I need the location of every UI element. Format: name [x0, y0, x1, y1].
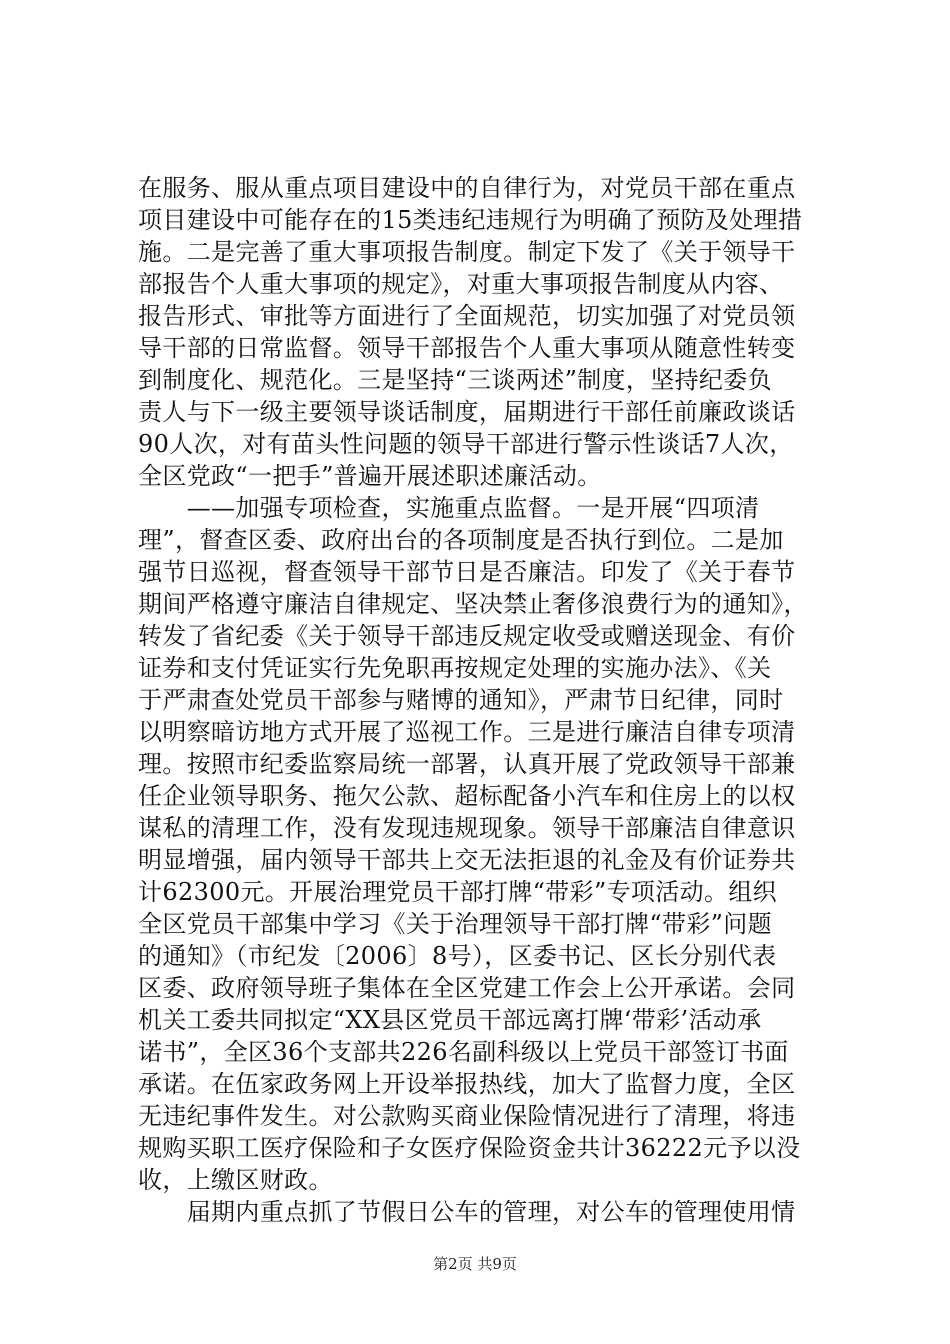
text-line: 诺书”，全区36个支部共226名副科级以上党员干部签订书面	[138, 1038, 789, 1066]
text-line: 项目建设中可能存在的15类违纪违规行为明确了预防及处理措	[138, 206, 803, 234]
text-line: 报告形式、审批等方面进行了全面规范，切实加强了对党员领	[138, 302, 796, 330]
text-line: 强节日巡视，督查领导干部节日是否廉洁。印发了《关于春节	[138, 558, 796, 586]
text-line: 转发了省纪委《关于领导干部违反规定收受或赠送现金、有价	[138, 622, 796, 650]
text-line: ——加强专项检查，实施重点监督。一是开展“四项清	[138, 494, 760, 522]
text-line: 证券和支付凭证实行先免职再按规定处理的实施办法》、《关	[138, 654, 772, 682]
text-line: 收，上缴区财政。	[138, 1166, 333, 1194]
text-line: 规购买职工医疗保险和子女医疗保险资金共计36222元予以没	[138, 1134, 801, 1162]
text-line: 期间严格遵守廉洁自律规定、坚决禁止奢侈浪费行为的通知》，	[138, 590, 808, 618]
text-line: 的通知》（市纪发〔2006〕8号），区委书记、区长分别代表	[138, 942, 777, 970]
text-line: 到制度化、规范化。三是坚持“三谈两述”制度，坚持纪委负	[138, 366, 772, 394]
body-text	[138, 172, 838, 1228]
text-line: 部报告个人重大事项的规定》，对重大事项报告制度从内容、	[138, 270, 784, 298]
text-line: 理。按照市纪委监察局统一部署，认真开展了党政领导干部兼	[138, 750, 796, 778]
text-line: 施。二是完善了重大事项报告制度。制定下发了《关于领导干	[138, 238, 796, 266]
text-line: 区委、政府领导班子集体在全区党建工作会上公开承诺。会同	[138, 974, 796, 1002]
text-line: 承诺。在伍家政务网上开设举报热线，加大了监督力度，全区	[138, 1070, 796, 1098]
text-line: 全区党员干部集中学习《关于治理领导干部打牌“带彩”问题	[138, 910, 772, 938]
text-line: 以明察暗访地方式开展了巡视工作。三是进行廉洁自律专项清	[138, 718, 796, 746]
text-line: 理”，督查区委、政府出台的各项制度是否执行到位。二是加	[138, 526, 784, 554]
text-line: 全区党政“一把手”普遍开展述职述廉活动。	[138, 462, 602, 490]
text-line: 在服务、服从重点项目建设中的自律行为，对党员干部在重点	[138, 174, 796, 202]
text-line: 计62300元。开展治理党员干部打牌“带彩”专项活动。组织	[138, 878, 778, 906]
text-line: 机关工委共同拟定“XX县区党员干部远离打牌‘带彩’活动承	[138, 1006, 762, 1034]
text-line: 责人与下一级主要领导谈话制度，届期进行干部任前廉政谈话	[138, 398, 796, 426]
text-line: 任企业领导职务、拖欠公款、超标配备小汽车和住房上的以权	[138, 782, 796, 810]
page-number-footer: 第2页 共9页	[433, 1255, 517, 1273]
text-line: 于严肃查处党员干部参与赌博的通知》，严肃节日纪律，同时	[138, 686, 784, 714]
text-line: 谋私的清理工作，没有发现违规现象。领导干部廉洁自律意识	[138, 814, 796, 842]
text-line: 明显增强，届内领导干部共上交无法拒退的礼金及有价证券共	[138, 846, 796, 874]
text-line: 无违纪事件发生。对公款购买商业保险情况进行了清理，将违	[138, 1102, 796, 1130]
text-line: 届期内重点抓了节假日公车的管理，对公车的管理使用情	[138, 1198, 796, 1226]
text-line: 90人次，对有苗头性问题的领导干部进行警示性谈话7人次，	[138, 430, 794, 458]
text-line: 导干部的日常监督。领导干部报告个人重大事项从随意性转变	[138, 334, 796, 362]
